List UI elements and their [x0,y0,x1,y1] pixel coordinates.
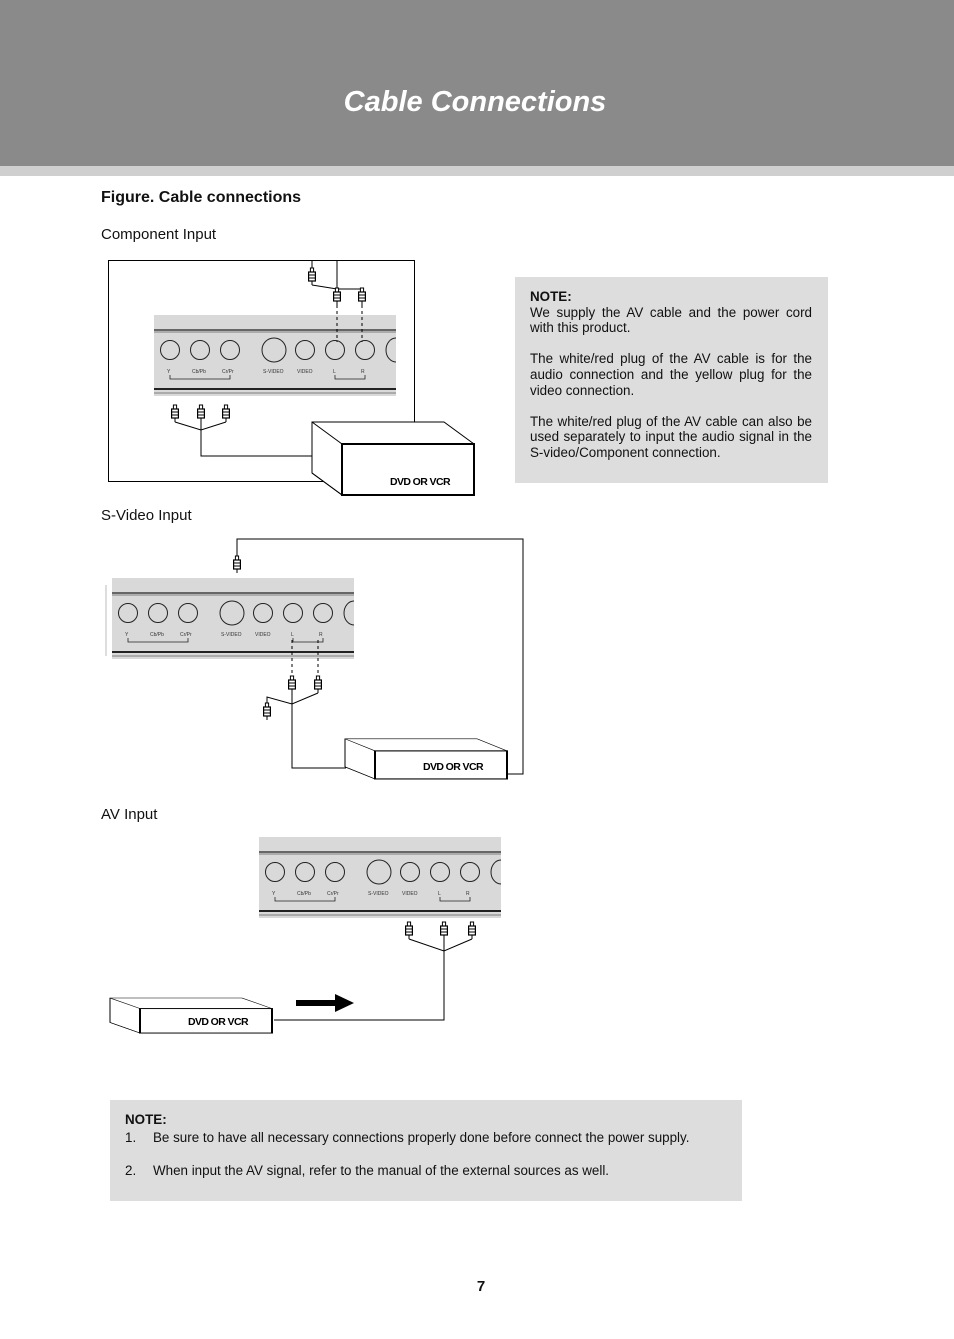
jack-label-svideo: S-VIDEO [263,369,284,375]
rca-plug-icon [172,405,179,422]
rca-plug-icon [441,922,448,939]
jack-label-cbpb: Cb/Pb [297,891,311,897]
device-label: DVD OR VCR [188,1016,248,1028]
device-label: DVD OR VCR [423,761,483,773]
jack-label-video: VIDEO [297,369,313,375]
jack-label-r: R [466,891,470,897]
figure-title: Figure. Cable connections [101,189,302,206]
jack-label-video: VIDEO [255,632,271,638]
arrow-right-icon [296,994,354,1012]
dvd-vcr-device-icon [345,739,507,779]
jack-label-video: VIDEO [402,891,418,897]
note-item-number: 1. [125,1129,137,1145]
jack-label-r: R [319,632,323,638]
rca-plug-icon [309,268,316,285]
jack-label-y: Y [272,891,276,897]
jack-label-y: Y [125,632,129,638]
jack-label-crpr: Cr/Pr [222,369,234,375]
component-input-diagram [109,260,475,495]
note-item-text: Be sure to have all necessary connections properly done before connect the power supply. [153,1129,690,1145]
jack-label-y: Y [167,369,171,375]
note-item-text: When input the AV signal, refer to the manual of the external sources as well. [153,1163,610,1179]
jack-label-l: L [291,632,294,638]
section-label-component: Component Input [101,226,217,243]
rca-plug-icon [264,703,271,720]
note-paragraph: The white/red plug of the AV cable can also be used separately to input the audio signal in the S-video/Component connection. [530,413,812,460]
svideo-plug-icon [234,556,241,573]
jack-label-svideo: S-VIDEO [221,632,242,638]
svideo-input-diagram [106,539,523,779]
jack-label-l: L [333,369,336,375]
rca-plug-icon [198,405,205,422]
jack-label-cbpb: Cb/Pb [150,632,164,638]
note-item-number: 2. [125,1163,137,1179]
jack-label-cbpb: Cb/Pb [192,369,206,375]
dvd-vcr-device-icon [110,998,272,1033]
jack-label-l: L [438,891,441,897]
page-number: 7 [476,1278,486,1295]
note-paragraph: The white/red plug of the AV cable is for the audio connection and the yellow plug for the video connection. [530,351,812,398]
rca-plug-icon [315,676,322,693]
rca-plug-icon [469,922,476,939]
note-heading: NOTE: [530,289,572,304]
note-paragraph: We supply the AV cable and the power cord with this product. [530,304,812,336]
section-label-svideo: S-Video Input [101,507,192,524]
page-title: Cable Connections [343,86,607,118]
rca-plug-icon [223,405,230,422]
device-label: DVD OR VCR [390,476,450,488]
rca-plug-icon [359,288,366,305]
dvd-vcr-device-icon [312,422,474,495]
av-input-diagram [110,837,501,1033]
rca-plug-icon [406,922,413,939]
section-label-av: AV Input [101,806,158,823]
note-heading: NOTE: [125,1112,167,1127]
rca-plug-icon [334,288,341,305]
jack-label-svideo: S-VIDEO [368,891,389,897]
jack-label-crpr: Cr/Pr [327,891,339,897]
jack-label-r: R [361,369,365,375]
jack-label-crpr: Cr/Pr [180,632,192,638]
rca-plug-icon [289,676,296,693]
